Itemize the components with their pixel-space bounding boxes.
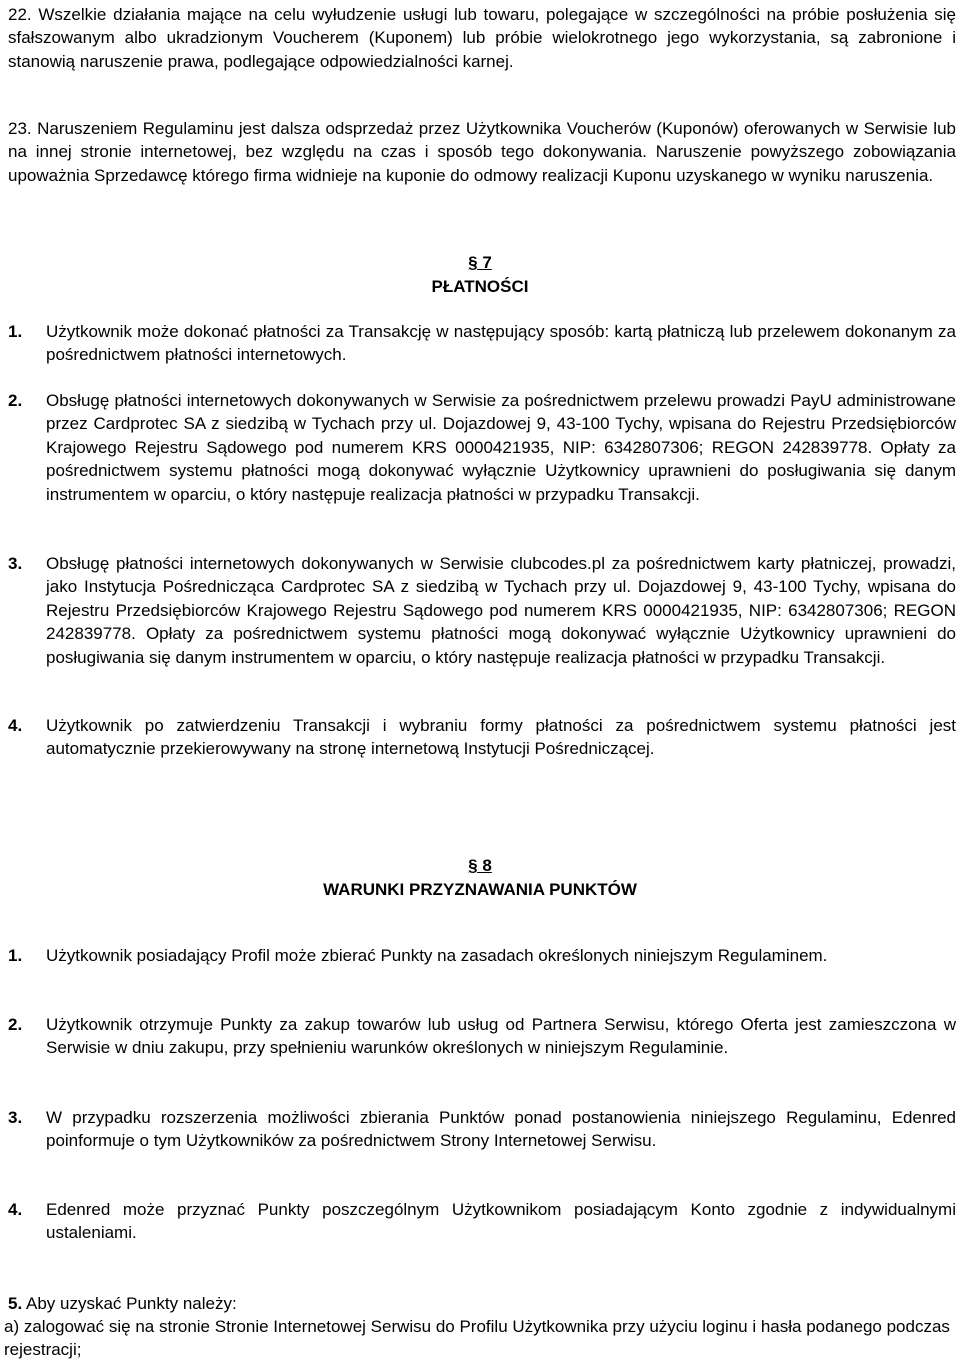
s8-item-1: [8, 944, 956, 967]
section-sign: §: [468, 253, 478, 272]
item-number: 4.: [8, 1200, 23, 1219]
item-text: Obsługę płatności internetowych dokonywanych w Serwisie za pośrednictwem przelewu prowadzi PayU administrowane przez Cardprotec SA z siedzibą w Tychach przy ul. Dojazdowej 9, 43-100 Tychy, wpisana do Rejestru Przedsiębiorców Krajowego Rejestru Sądowego pod numerem KRS 0000421935, NIP: 6342807306; REGON 242839778. Opłaty za pośrednictwem systemu płatności mogą dokonywać wyłącznie Użytkownicy uprawnieni do posługiwania się danym instrumentem w oparciu, o który następuje realizacja płatności w przypadku Transakcji.: [46, 391, 956, 504]
section-8-title: WARUNKI PRZYZNAWANIA PUNKTÓW: [323, 880, 637, 899]
item-text: Obsługę płatności internetowych dokonywanych w Serwisie clubcodes.pl za pośrednictwem karty płatniczej, prowadzi, jako Instytucja Pośrednicząca Cardprotec SA z siedzibą w Tychach przy ul. Dojazdowej 9, 43-100 Tychy, wpisana do Rejestru Przedsiębiorców Krajowego Rejestru Sądowego pod numerem KRS 0000421935, NIP: 6342807306; REGON 242839778. Opłaty za pośrednictwem systemu płatności mogą dokonywać wyłącznie Użytkownicy uprawnieni do posługiwania się danym instrumentem w oparciu, o który następuje realizacja płatności w przypadku Transakcji.: [46, 554, 956, 667]
item-text: Użytkownik może dokonać płatności za Transakcję w następujący sposób: kartą płatniczą lub przelewem dokonanym za pośrednictwem płatności internetowych.: [46, 322, 956, 365]
paragraph-22: 22. Wszelkie działania mające na celu wyłudzenie usługi lub towaru, polegające w szczególności na próbie posłużenia się sfałszowanym albo ukradzionym Voucherem (Kuponem) lub próbie wielokrotnego jego wykorzystania, są zabronione i stanowią naruszenie prawa, podlegające odpowiedzialności karnej.: [8, 5, 956, 71]
item-number: 1.: [8, 946, 23, 965]
item-number: 4.: [8, 716, 23, 735]
s8-item-4: [8, 1198, 956, 1245]
section-number: 7: [482, 253, 492, 272]
item-text: Edenred może przyznać Punkty poszczególnym Użytkownikom posiadającym Konto zgodnie z indywidualnymi ustaleniami.: [46, 1200, 956, 1243]
section-7-mark: [468, 253, 492, 272]
item-text: Aby uzyskać Punkty należy:: [25, 1294, 237, 1313]
s8-item-5: [8, 1292, 237, 1315]
item-number: 1.: [8, 322, 23, 341]
paragraph-23: 23. Naruszeniem Regulaminu jest dalsza odsprzedaż przez Użytkownika Voucherów (Kuponów) oferowanych w Serwisie lub na innej stronie internetowej, bez względu na czas i sposób tego dokonywania. Naruszenie powyższego zobowiązania upoważnia Sprzedawcę którego firma widnieje na kuponie do odmowy realizacji Kuponu uzyskanego w wyniku naruszenia.: [8, 119, 956, 185]
item-number: 2.: [8, 1015, 23, 1034]
s7-item-1: [8, 320, 956, 367]
item-text: Użytkownik posiadający Profil może zbierać Punkty na zasadach określonych niniejszym Regulaminem.: [46, 946, 828, 965]
item-text: W przypadku rozszerzenia możliwości zbierania Punktów ponad postanowienia niniejszego Regulaminu, Edenred poinformuje o tym Użytkowników za pośrednictwem Strony Internetowej Serwisu.: [46, 1108, 956, 1151]
section-7-number: [0, 250, 960, 276]
item-text: Użytkownik po zatwierdzeniu Transakcji i wybraniu formy płatności za pośrednictwem systemu płatności jest automatycznie przekierowywany na stronę internetową Instytucji Pośredniczącej.: [46, 716, 956, 759]
item-number: 5.: [8, 1294, 23, 1313]
item-number: 3.: [8, 554, 23, 573]
s8-item-2: [8, 1013, 956, 1060]
item-text: Użytkownik otrzymuje Punkty za zakup towarów lub usług od Partnera Serwisu, którego Oferta jest zamieszczona w Serwisie w dniu zakupu, przy spełnieniu warunków określonych w niniejszym Regulaminie.: [46, 1015, 956, 1058]
s7-item-2: [8, 389, 956, 506]
section-number: 8: [482, 856, 492, 875]
section-8-mark: [468, 856, 492, 875]
section-7-title: PŁATNOŚCI: [431, 277, 529, 296]
section-sign: §: [468, 856, 478, 875]
item-number: 2.: [8, 391, 23, 410]
s7-item-3: [8, 552, 956, 669]
s8-item-5a: a) zalogować się na stronie Stronie Internetowej Serwisu do Profilu Użytkownika przy użyciu loginu i hasła podanego podczas rejestracji;: [4, 1317, 950, 1360]
s8-item-3: [8, 1106, 956, 1153]
s7-item-4: [8, 714, 956, 761]
section-8-number: [0, 853, 960, 879]
item-number: 3.: [8, 1108, 23, 1127]
